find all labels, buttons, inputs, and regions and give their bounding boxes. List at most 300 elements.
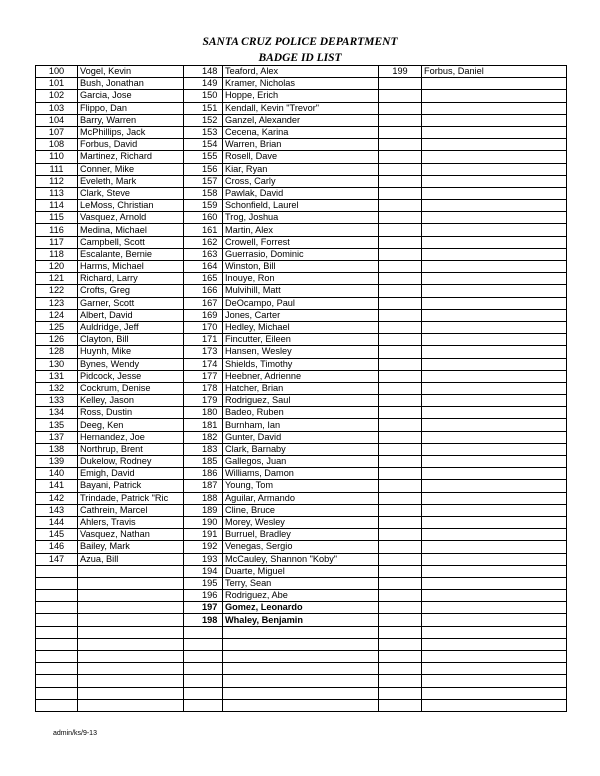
badge-number: 177 xyxy=(184,370,223,382)
officer-name xyxy=(78,699,184,711)
badge-number xyxy=(379,273,422,285)
badge-number: 121 xyxy=(36,273,78,285)
officer-name: Campbell, Scott xyxy=(78,236,184,248)
badge-number: 173 xyxy=(184,346,223,358)
officer-name xyxy=(422,346,567,358)
badge-number: 116 xyxy=(36,224,78,236)
badge-number: 138 xyxy=(36,443,78,455)
officer-name: Gunter, David xyxy=(223,431,379,443)
badge-number: 101 xyxy=(36,78,78,90)
officer-name: Duarte, Miguel xyxy=(223,565,379,577)
table-row xyxy=(36,66,567,78)
badge-number xyxy=(379,334,422,346)
badge-number xyxy=(379,541,422,553)
badge-number xyxy=(379,638,422,650)
officer-name xyxy=(422,516,567,528)
badge-number: 159 xyxy=(184,200,223,212)
officer-name: Crowell, Forrest xyxy=(223,236,379,248)
officer-name: Whaley, Benjamin xyxy=(223,614,379,626)
officer-name: DeOcampo, Paul xyxy=(223,297,379,309)
officer-name: Kelley, Jason xyxy=(78,395,184,407)
officer-name: Vasquez, Arnold xyxy=(78,212,184,224)
badge-number: 103 xyxy=(36,102,78,114)
badge-number xyxy=(379,456,422,468)
badge-number: 131 xyxy=(36,370,78,382)
officer-name xyxy=(422,151,567,163)
badge-number xyxy=(36,687,78,699)
officer-name xyxy=(78,663,184,675)
badge-number xyxy=(379,78,422,90)
officer-name: Azua, Bill xyxy=(78,553,184,565)
badge-number xyxy=(379,321,422,333)
officer-name xyxy=(422,261,567,273)
officer-name: Rosell, Dave xyxy=(223,151,379,163)
table-row xyxy=(36,346,567,358)
officer-name: Flippo, Dan xyxy=(78,102,184,114)
table-row xyxy=(36,590,567,602)
badge-number: 180 xyxy=(184,407,223,419)
officer-name xyxy=(78,638,184,650)
officer-name: Forbus, Daniel xyxy=(422,66,567,78)
table-row xyxy=(36,309,567,321)
table-row xyxy=(36,651,567,663)
badge-table xyxy=(35,65,567,712)
badge-number xyxy=(36,565,78,577)
officer-name: Vogel, Kevin xyxy=(78,66,184,78)
officer-name: Martin, Alex xyxy=(223,224,379,236)
badge-number xyxy=(379,663,422,675)
officer-name: Burruel, Bradley xyxy=(223,529,379,541)
badge-number: 141 xyxy=(36,480,78,492)
table-row xyxy=(36,687,567,699)
badge-number: 102 xyxy=(36,90,78,102)
badge-number xyxy=(379,419,422,431)
officer-name xyxy=(422,224,567,236)
badge-number: 142 xyxy=(36,492,78,504)
badge-number: 191 xyxy=(184,529,223,541)
badge-number: 107 xyxy=(36,126,78,138)
table-row xyxy=(36,504,567,516)
officer-name xyxy=(422,651,567,663)
officer-name xyxy=(223,699,379,711)
table-row xyxy=(36,407,567,419)
badge-number: 150 xyxy=(184,90,223,102)
badge-number xyxy=(36,699,78,711)
officer-name: Hedley, Michael xyxy=(223,321,379,333)
badge-number: 151 xyxy=(184,102,223,114)
table-row xyxy=(36,419,567,431)
officer-name xyxy=(78,590,184,602)
badge-number xyxy=(379,504,422,516)
badge-number: 122 xyxy=(36,285,78,297)
officer-name xyxy=(422,334,567,346)
badge-number: 145 xyxy=(36,529,78,541)
badge-number xyxy=(379,565,422,577)
table-row xyxy=(36,151,567,163)
badge-number xyxy=(184,626,223,638)
officer-name: Warren, Brian xyxy=(223,139,379,151)
officer-name xyxy=(422,382,567,394)
officer-name xyxy=(78,602,184,614)
table-row xyxy=(36,516,567,528)
badge-number: 195 xyxy=(184,577,223,589)
badge-number xyxy=(379,102,422,114)
badge-number xyxy=(379,395,422,407)
officer-name xyxy=(422,492,567,504)
badge-number xyxy=(379,590,422,602)
department-title: SANTA CRUZ POLICE DEPARTMENT xyxy=(202,36,398,48)
badge-number: 161 xyxy=(184,224,223,236)
badge-number: 160 xyxy=(184,212,223,224)
officer-name: Gallegos, Juan xyxy=(223,456,379,468)
officer-name xyxy=(422,114,567,126)
badge-number xyxy=(379,175,422,187)
table-row xyxy=(36,163,567,175)
officer-name: Schonfield, Laurel xyxy=(223,200,379,212)
officer-name xyxy=(422,602,567,614)
officer-name: Kiar, Ryan xyxy=(223,163,379,175)
officer-name: Gomez, Leonardo xyxy=(223,602,379,614)
badge-number: 124 xyxy=(36,309,78,321)
badge-number xyxy=(379,285,422,297)
badge-number: 113 xyxy=(36,187,78,199)
table-row xyxy=(36,553,567,565)
badge-number xyxy=(379,236,422,248)
officer-name: Dukelow, Rodney xyxy=(78,456,184,468)
table-row xyxy=(36,297,567,309)
badge-number xyxy=(379,529,422,541)
officer-name: Harms, Michael xyxy=(78,261,184,273)
officer-name xyxy=(422,200,567,212)
badge-number: 143 xyxy=(36,504,78,516)
table-row xyxy=(36,431,567,443)
badge-number: 167 xyxy=(184,297,223,309)
badge-number: 164 xyxy=(184,261,223,273)
badge-number: 144 xyxy=(36,516,78,528)
table-row xyxy=(36,273,567,285)
officer-name xyxy=(422,541,567,553)
badge-number xyxy=(36,675,78,687)
officer-name: LeMoss, Christian xyxy=(78,200,184,212)
badge-number: 196 xyxy=(184,590,223,602)
table-row xyxy=(36,626,567,638)
officer-name xyxy=(422,504,567,516)
badge-number: 193 xyxy=(184,553,223,565)
badge-number: 185 xyxy=(184,456,223,468)
officer-name: Vasquez, Nathan xyxy=(78,529,184,541)
officer-name xyxy=(422,590,567,602)
officer-name: Williams, Damon xyxy=(223,468,379,480)
table-row xyxy=(36,395,567,407)
officer-name: Northrup, Brent xyxy=(78,443,184,455)
badge-number xyxy=(379,346,422,358)
badge-number: 134 xyxy=(36,407,78,419)
badge-number: 157 xyxy=(184,175,223,187)
badge-number xyxy=(379,577,422,589)
table-row xyxy=(36,529,567,541)
badge-number: 120 xyxy=(36,261,78,273)
badge-number xyxy=(184,687,223,699)
officer-name xyxy=(78,577,184,589)
table-row xyxy=(36,126,567,138)
officer-name xyxy=(422,102,567,114)
officer-name xyxy=(223,663,379,675)
badge-number: 187 xyxy=(184,480,223,492)
officer-name xyxy=(422,638,567,650)
badge-number: 110 xyxy=(36,151,78,163)
officer-name: Albert, David xyxy=(78,309,184,321)
badge-number xyxy=(379,443,422,455)
badge-number xyxy=(379,261,422,273)
badge-number: 189 xyxy=(184,504,223,516)
officer-name: McCauley, Shannon "Koby" xyxy=(223,553,379,565)
officer-name: Richard, Larry xyxy=(78,273,184,285)
officer-name xyxy=(78,651,184,663)
officer-name: Emigh, David xyxy=(78,468,184,480)
badge-number: 183 xyxy=(184,443,223,455)
officer-name: Ganzel, Alexander xyxy=(223,114,379,126)
badge-number: 186 xyxy=(184,468,223,480)
badge-number: 111 xyxy=(36,163,78,175)
officer-name: Kendall, Kevin "Trevor" xyxy=(223,102,379,114)
badge-number: 179 xyxy=(184,395,223,407)
badge-number xyxy=(379,675,422,687)
badge-number: 115 xyxy=(36,212,78,224)
officer-name xyxy=(422,248,567,260)
badge-number: 123 xyxy=(36,297,78,309)
badge-number xyxy=(379,699,422,711)
badge-number xyxy=(379,90,422,102)
badge-number xyxy=(379,309,422,321)
officer-name: Hoppe, Erich xyxy=(223,90,379,102)
badge-number: 132 xyxy=(36,382,78,394)
officer-name xyxy=(422,675,567,687)
badge-number: 178 xyxy=(184,382,223,394)
officer-name xyxy=(422,126,567,138)
officer-name: Morey, Wesley xyxy=(223,516,379,528)
officer-name xyxy=(78,565,184,577)
badge-number xyxy=(379,163,422,175)
badge-number: 135 xyxy=(36,419,78,431)
officer-name: Shields, Timothy xyxy=(223,358,379,370)
officer-name: Pawlak, David xyxy=(223,187,379,199)
badge-number xyxy=(379,248,422,260)
table-row xyxy=(36,261,567,273)
badge-number: 156 xyxy=(184,163,223,175)
badge-number: 139 xyxy=(36,456,78,468)
badge-number xyxy=(36,626,78,638)
officer-name: Auldridge, Jeff xyxy=(78,321,184,333)
officer-name: Hernandez, Joe xyxy=(78,431,184,443)
officer-name xyxy=(223,638,379,650)
table-row xyxy=(36,78,567,90)
badge-number xyxy=(379,297,422,309)
officer-name xyxy=(422,577,567,589)
badge-number xyxy=(379,187,422,199)
officer-name: Jones, Carter xyxy=(223,309,379,321)
officer-name xyxy=(422,419,567,431)
badge-number xyxy=(379,480,422,492)
badge-number xyxy=(36,614,78,626)
list-title: BADGE ID LIST xyxy=(258,52,342,64)
badge-number: 104 xyxy=(36,114,78,126)
officer-name: Mulvihill, Matt xyxy=(223,285,379,297)
table-row xyxy=(36,663,567,675)
badge-number xyxy=(379,626,422,638)
officer-name: Rodriguez, Abe xyxy=(223,590,379,602)
officer-name: Medina, Michael xyxy=(78,224,184,236)
officer-name: Kramer, Nicholas xyxy=(223,78,379,90)
table-row xyxy=(36,90,567,102)
badge-number xyxy=(379,516,422,528)
badge-number xyxy=(379,224,422,236)
badge-number: 126 xyxy=(36,334,78,346)
officer-name xyxy=(422,236,567,248)
badge-number: 171 xyxy=(184,334,223,346)
badge-number xyxy=(379,151,422,163)
officer-name xyxy=(422,78,567,90)
officer-name xyxy=(422,187,567,199)
officer-name: Teaford, Alex xyxy=(223,66,379,78)
officer-name: Cross, Carly xyxy=(223,175,379,187)
officer-name xyxy=(422,139,567,151)
badge-number xyxy=(36,651,78,663)
badge-number: 169 xyxy=(184,309,223,321)
badge-number: 128 xyxy=(36,346,78,358)
table-row xyxy=(36,187,567,199)
officer-name: Pidcock, Jesse xyxy=(78,370,184,382)
officer-name: Heebner, Adrienne xyxy=(223,370,379,382)
badge-number: 162 xyxy=(184,236,223,248)
badge-number xyxy=(379,407,422,419)
table-row xyxy=(36,175,567,187)
badge-number: 133 xyxy=(36,395,78,407)
officer-name: Crofts, Greg xyxy=(78,285,184,297)
table-row xyxy=(36,456,567,468)
table-row xyxy=(36,236,567,248)
officer-name xyxy=(422,309,567,321)
badge-number xyxy=(184,675,223,687)
officer-name: Bailey, Mark xyxy=(78,541,184,553)
officer-name: Escalante, Bernie xyxy=(78,248,184,260)
badge-number xyxy=(379,687,422,699)
badge-number: 198 xyxy=(184,614,223,626)
table-row xyxy=(36,382,567,394)
officer-name xyxy=(422,407,567,419)
badge-number xyxy=(379,212,422,224)
table-row xyxy=(36,212,567,224)
officer-name: Badeo, Ruben xyxy=(223,407,379,419)
officer-name: Forbus, David xyxy=(78,139,184,151)
officer-name xyxy=(422,614,567,626)
table-row xyxy=(36,577,567,589)
officer-name xyxy=(422,90,567,102)
badge-number xyxy=(379,358,422,370)
officer-name: McPhillips, Jack xyxy=(78,126,184,138)
officer-name: Cathrein, Marcel xyxy=(78,504,184,516)
officer-name xyxy=(422,175,567,187)
badge-number: 174 xyxy=(184,358,223,370)
table-row xyxy=(36,114,567,126)
officer-name: Deeg, Ken xyxy=(78,419,184,431)
table-row xyxy=(36,139,567,151)
badge-number: 155 xyxy=(184,151,223,163)
badge-number xyxy=(379,602,422,614)
badge-number xyxy=(379,139,422,151)
officer-name xyxy=(422,370,567,382)
table-row xyxy=(36,370,567,382)
badge-number xyxy=(379,468,422,480)
officer-name: Ross, Dustin xyxy=(78,407,184,419)
badge-number: 125 xyxy=(36,321,78,333)
officer-name xyxy=(78,687,184,699)
badge-number: 137 xyxy=(36,431,78,443)
officer-name xyxy=(422,321,567,333)
badge-number: 130 xyxy=(36,358,78,370)
officer-name: Barry, Warren xyxy=(78,114,184,126)
officer-name: Bayani, Patrick xyxy=(78,480,184,492)
badge-number: 165 xyxy=(184,273,223,285)
officer-name xyxy=(223,626,379,638)
officer-name xyxy=(422,163,567,175)
officer-name: Conner, Mike xyxy=(78,163,184,175)
badge-number: 112 xyxy=(36,175,78,187)
officer-name xyxy=(422,212,567,224)
badge-number: 192 xyxy=(184,541,223,553)
officer-name xyxy=(422,431,567,443)
badge-number: 181 xyxy=(184,419,223,431)
badge-number: 146 xyxy=(36,541,78,553)
officer-name xyxy=(422,468,567,480)
footer-note: admin/ks/9-13 xyxy=(53,730,97,737)
officer-name xyxy=(422,285,567,297)
badge-number xyxy=(379,200,422,212)
officer-name: Inouye, Ron xyxy=(223,273,379,285)
badge-number: 152 xyxy=(184,114,223,126)
badge-number: 117 xyxy=(36,236,78,248)
badge-number: 197 xyxy=(184,602,223,614)
table-row xyxy=(36,468,567,480)
officer-name xyxy=(422,297,567,309)
badge-number: 148 xyxy=(184,66,223,78)
table-row xyxy=(36,443,567,455)
officer-name xyxy=(422,699,567,711)
badge-number xyxy=(379,126,422,138)
table-row xyxy=(36,200,567,212)
officer-name: Venegas, Sergio xyxy=(223,541,379,553)
officer-name: Ahlers, Travis xyxy=(78,516,184,528)
badge-number xyxy=(36,638,78,650)
badge-number xyxy=(379,382,422,394)
officer-name: Clark, Barnaby xyxy=(223,443,379,455)
table-row xyxy=(36,480,567,492)
officer-name xyxy=(422,529,567,541)
officer-name: Eveleth, Mark xyxy=(78,175,184,187)
officer-name: Guerrasio, Dominic xyxy=(223,248,379,260)
table-row xyxy=(36,614,567,626)
officer-name xyxy=(422,358,567,370)
officer-name xyxy=(78,614,184,626)
officer-name: Burnham, Ian xyxy=(223,419,379,431)
badge-number xyxy=(36,590,78,602)
officer-name xyxy=(422,480,567,492)
badge-number: 188 xyxy=(184,492,223,504)
officer-name xyxy=(422,565,567,577)
officer-name xyxy=(422,456,567,468)
badge-number xyxy=(379,431,422,443)
badge-number xyxy=(184,663,223,675)
officer-name: Trindade, Patrick "Ric xyxy=(78,492,184,504)
